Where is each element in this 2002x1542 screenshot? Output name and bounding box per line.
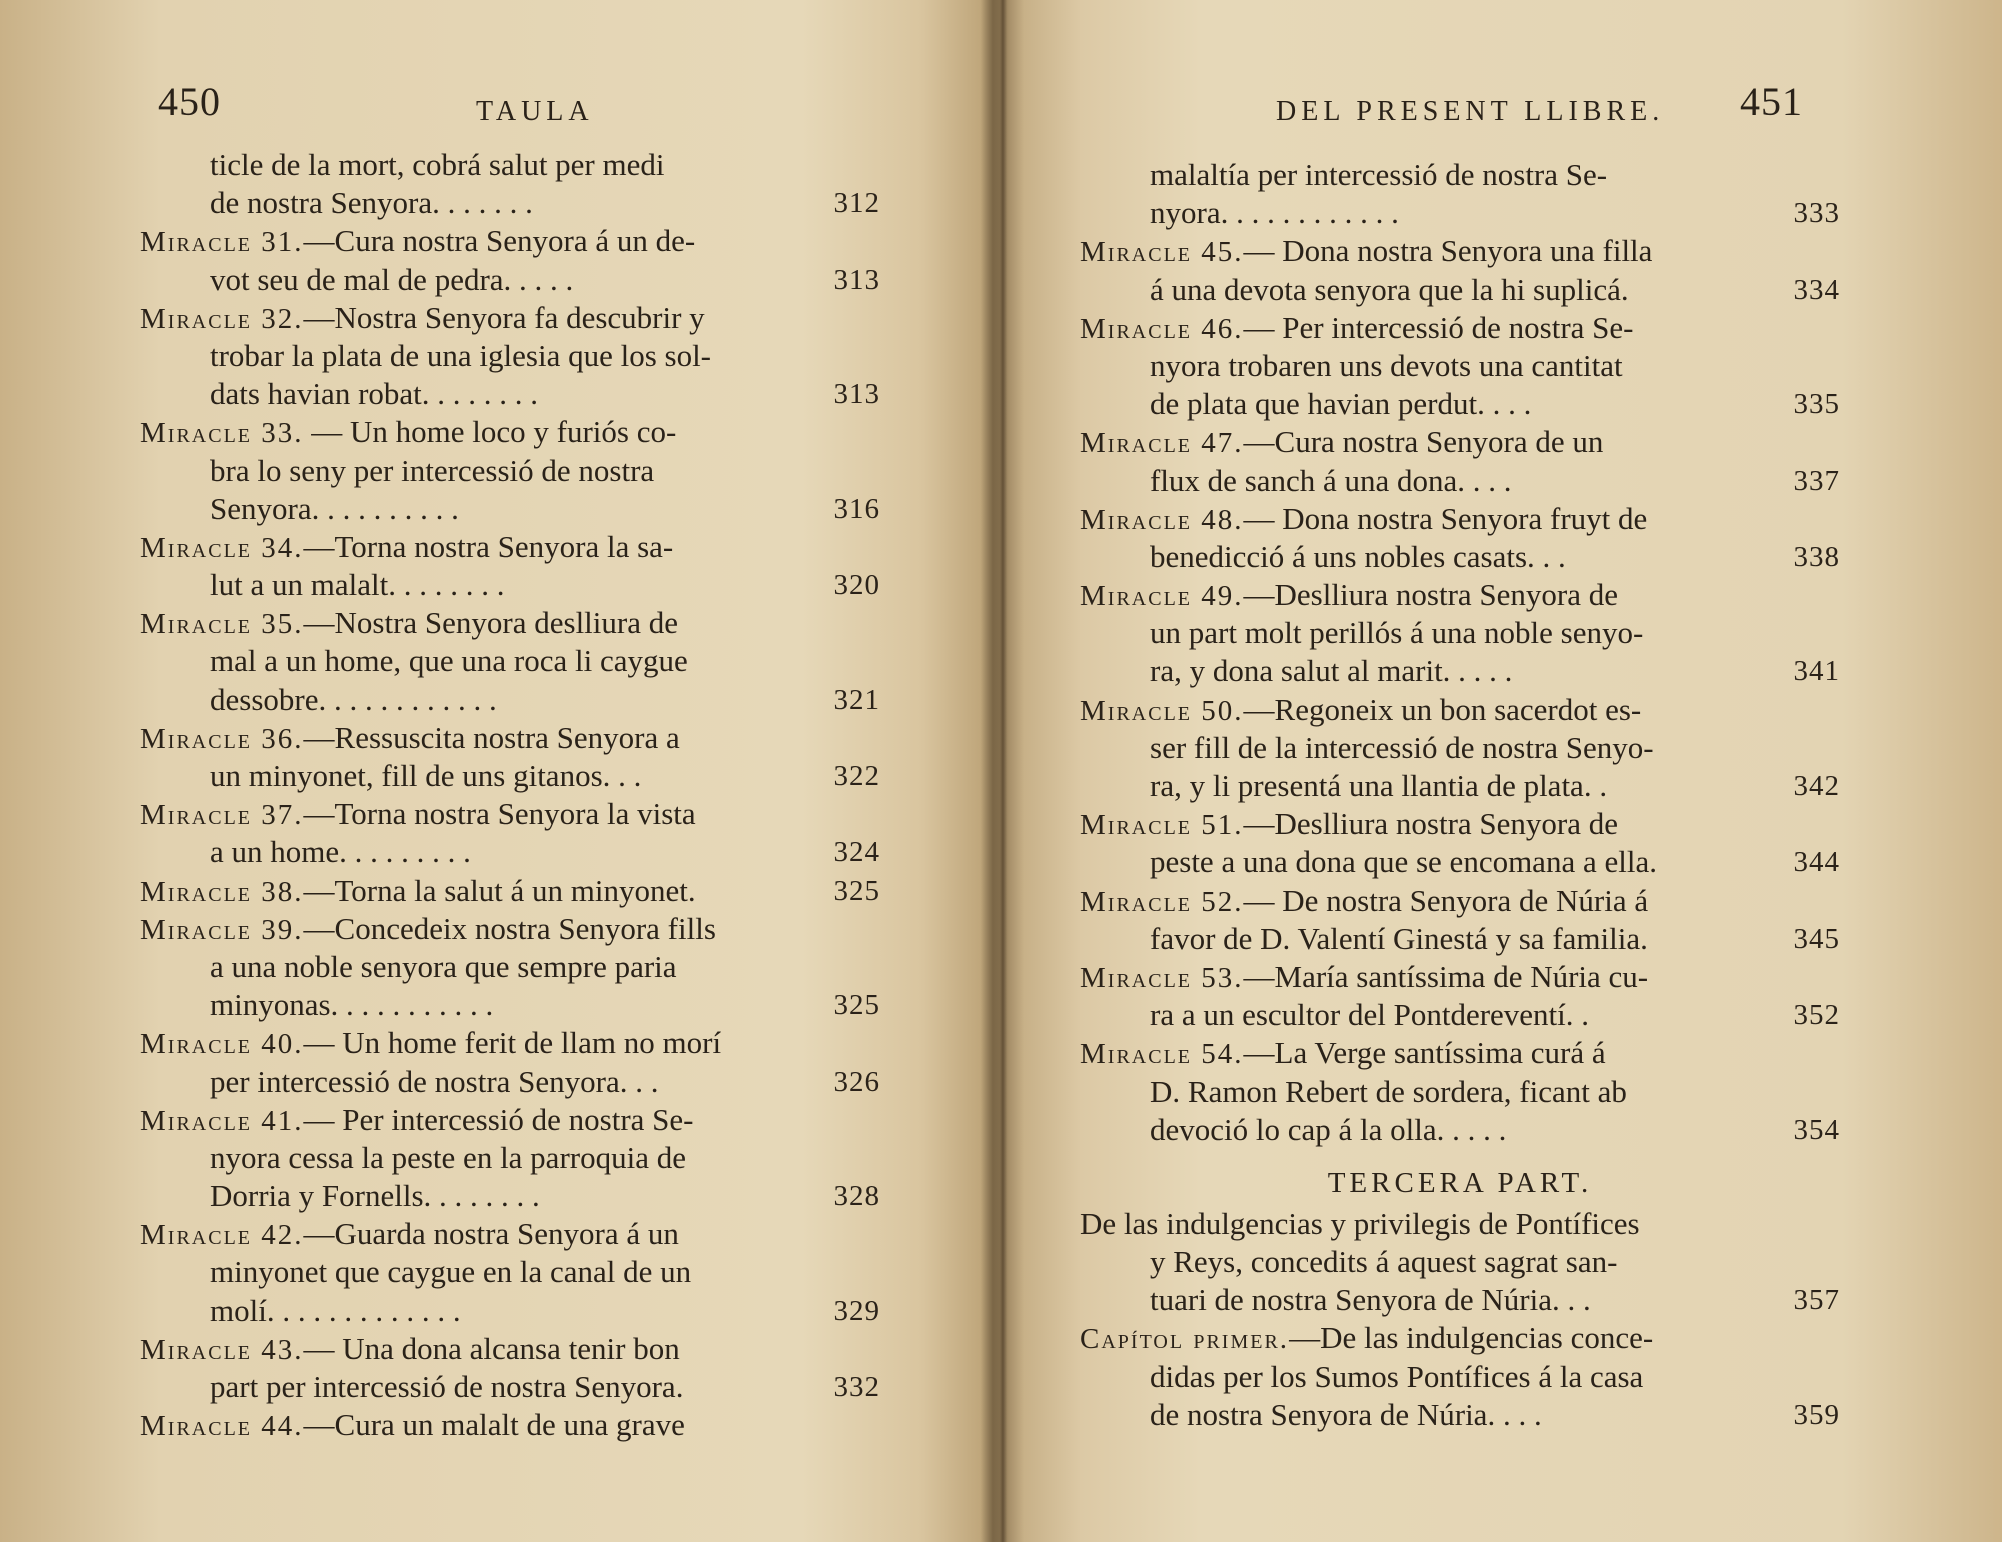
toc-line: [140, 184, 880, 222]
entry-text: de plata que havian perdut. . . .: [1150, 386, 1532, 422]
entry-label: Miracle 50.: [1080, 694, 1244, 727]
entry-label: Capítol primer.: [1080, 1323, 1290, 1356]
entry-text: —Cura nostra Senyora de un: [1243, 424, 1604, 460]
entry-label: Miracle 52.: [1080, 885, 1244, 918]
entry-text: ra, y dona salut al marit. . . . .: [1150, 653, 1513, 689]
entry-page-number: 312: [833, 187, 880, 220]
toc-line: [1080, 1034, 1840, 1072]
toc-line: [1080, 309, 1840, 347]
entry-page-number: 326: [833, 1065, 880, 1098]
entry-text: vot seu de mal de pedra. . . . .: [210, 261, 574, 297]
toc-line: [1080, 920, 1840, 958]
entry-page-number: 338: [1793, 540, 1840, 573]
entry-text: — Un home ferit de llam no morí: [303, 1025, 722, 1061]
entry-text: de nostra Senyora. . . . . . .: [210, 185, 533, 221]
toc-line: [1080, 652, 1840, 690]
entry-text: — Una dona alcansa tenir bon: [303, 1330, 680, 1366]
toc-line: [140, 146, 880, 184]
entry-text: nyora trobaren uns devots una cantitat: [1150, 347, 1623, 383]
entry-label: Miracle 40.: [140, 1028, 304, 1061]
entry-text: Dorria y Fornells. . . . . . . .: [210, 1178, 540, 1214]
entry-label: Miracle 51.: [1080, 809, 1244, 842]
entry-text: per intercessió de nostra Senyora. . .: [210, 1063, 659, 1099]
running-head: TAULA: [476, 96, 594, 127]
toc-line: [140, 681, 880, 719]
entry-text: dessobre. . . . . . . . . . . .: [210, 681, 497, 717]
entry-label: Miracle 53.: [1080, 961, 1244, 994]
entry-text: D. Ramon Rebert de sordera, ficant ab: [1150, 1073, 1627, 1109]
toc-line: [1080, 156, 1840, 194]
entry-text: —Deslliura nostra Senyora de: [1243, 806, 1618, 842]
toc-line: [140, 948, 880, 986]
entry-text: molí. . . . . . . . . . . . .: [210, 1292, 461, 1328]
entry-page-number: 329: [833, 1294, 880, 1327]
entry-label: Miracle 41.: [140, 1104, 304, 1137]
entry-page-number: 316: [833, 492, 880, 525]
toc-line: [1080, 1243, 1840, 1281]
toc-line: [1080, 805, 1840, 843]
entry-text: de nostra Senyora de Núria. . . .: [1150, 1396, 1542, 1432]
entry-label: Miracle 48.: [1080, 503, 1244, 536]
entry-label: Miracle 46.: [1080, 312, 1244, 345]
entry-text: —Regoneix un bon sacerdot es-: [1243, 691, 1642, 727]
toc-line: [140, 795, 880, 833]
entry-text: —Torna nostra Senyora la vista: [303, 796, 696, 832]
entry-text: — Un home loco y furiós co-: [303, 414, 677, 450]
left-page: [0, 0, 980, 1542]
toc-line: [140, 1177, 880, 1215]
entry-text: peste a una dona que se encomana a ella.: [1150, 844, 1657, 880]
entry-text: —Cura nostra Senyora á un de-: [303, 223, 696, 259]
entry-text: tuari de nostra Senyora de Núria. . .: [1150, 1282, 1591, 1318]
toc-line: [140, 413, 880, 451]
entry-text: ra, y li presentá una llantia de plata. .: [1150, 768, 1608, 803]
entry-label: Miracle 33.: [140, 417, 304, 450]
toc-line: [140, 719, 880, 757]
entry-text: ra a un escultor del Pontdereventí. .: [1150, 997, 1590, 1033]
toc-line: [140, 452, 880, 490]
entry-text: minyonas. . . . . . . . . . .: [210, 987, 494, 1023]
entry-text: un part molt perillós á una noble senyo-: [1150, 615, 1644, 651]
toc-line: [1080, 958, 1840, 996]
toc-line: [1080, 232, 1840, 270]
entry-text: didas per los Sumos Pontífices á la casa: [1150, 1358, 1644, 1394]
entry-text: nyora cessa la peste en la parroquia de: [210, 1139, 686, 1175]
toc-line: [140, 1330, 880, 1368]
entry-label: Miracle 32.: [140, 302, 304, 335]
toc-line: [140, 528, 880, 566]
entry-text: De las indulgencias y privilegis de Pontífices: [1080, 1205, 1640, 1241]
entry-label: Miracle 35.: [140, 608, 304, 641]
toc-line: [140, 833, 880, 871]
entry-page-number: 345: [1793, 922, 1840, 955]
entry-page-number: 337: [1793, 464, 1840, 497]
entry-page-number: 357: [1793, 1284, 1840, 1317]
toc-line: [140, 757, 880, 795]
entry-page-number: 332: [833, 1371, 880, 1403]
toc-line: [140, 1139, 880, 1177]
entry-page-number: 352: [1793, 999, 1840, 1032]
entry-text: — Per intercessió de nostra Se-: [1243, 309, 1634, 345]
table-of-contents: [1080, 156, 1840, 1434]
page-number: 451: [1740, 79, 1803, 124]
entry-label: Miracle 42.: [140, 1219, 304, 1252]
entry-page-number: 334: [1793, 273, 1840, 306]
entry-text: —Guarda nostra Senyora á un: [303, 1216, 679, 1252]
entry-text: a una noble senyora que sempre paria: [210, 948, 677, 984]
entry-text: —La Verge santíssima curá á: [1243, 1035, 1606, 1071]
entry-page-number: 354: [1793, 1113, 1840, 1146]
toc-line: [1080, 843, 1840, 881]
entry-text: —María santíssima de Núria cu-: [1243, 958, 1649, 994]
entry-text: —Deslliura nostra Senyora de: [1243, 577, 1618, 613]
toc-line: [140, 566, 880, 604]
entry-text: —Ressuscita nostra Senyora a: [303, 719, 680, 755]
toc-line: [1080, 691, 1840, 729]
toc-line: [1080, 500, 1840, 538]
toc-line: [140, 222, 880, 260]
toc-line: [140, 375, 880, 413]
toc-line: [1080, 1358, 1840, 1396]
entry-text: nyora. . . . . . . . . . . .: [1150, 195, 1399, 231]
page-number: 450: [158, 79, 221, 124]
entry-text: minyonet que caygue en la canal de un: [210, 1254, 692, 1290]
entry-label: Miracle 37.: [140, 799, 304, 832]
entry-text: — Dona nostra Senyora una filla: [1243, 233, 1653, 269]
toc-line: [1080, 882, 1840, 920]
entry-text: —Torna nostra Senyora la sa-: [303, 528, 674, 564]
entry-page-number: 324: [833, 836, 880, 869]
entry-text: a un home. . . . . . . . .: [210, 834, 471, 870]
entry-text: flux de sanch á una dona. . . .: [1150, 462, 1512, 498]
entry-label: Miracle 45.: [1080, 236, 1244, 269]
entry-label: Miracle 44.: [140, 1410, 304, 1443]
entry-page-number: 328: [833, 1180, 880, 1213]
entry-text: —Torna la salut á un minyonet.: [303, 872, 696, 908]
entry-text: lut a un malalt. . . . . . . .: [210, 567, 505, 603]
entry-text: —Cura un malalt de una grave: [303, 1407, 685, 1443]
toc-line: [1080, 538, 1840, 576]
entry-page-number: 320: [833, 569, 880, 602]
entry-text: part per intercessió de nostra Senyora.: [210, 1369, 684, 1404]
toc-line: [140, 1253, 880, 1291]
entry-text: —De las indulgencias conce-: [1289, 1320, 1654, 1356]
entry-page-number: 313: [833, 378, 880, 411]
entry-text: bra lo seny per intercessió de nostra: [210, 452, 655, 488]
entry-label: Miracle 54.: [1080, 1038, 1244, 1071]
toc-line: [1080, 462, 1840, 500]
entry-text: á una devota senyora que la hi suplicá.: [1150, 271, 1629, 307]
toc-line: [1080, 1281, 1840, 1319]
toc-line: [140, 1368, 880, 1406]
entry-text: dats havian robat. . . . . . . .: [210, 376, 539, 412]
entry-label: Miracle 39.: [140, 913, 304, 946]
toc-line: [1080, 767, 1840, 805]
toc-line: [1080, 1319, 1840, 1357]
entry-text: malaltía per intercessió de nostra Se-: [1150, 157, 1608, 192]
table-of-contents: [140, 146, 880, 1444]
toc-line: [1080, 347, 1840, 385]
book-gutter: [980, 0, 1024, 1542]
entry-text: — Per intercessió de nostra Se-: [303, 1101, 694, 1137]
toc-line: [140, 604, 880, 642]
entry-page-number: 341: [1793, 655, 1840, 688]
entry-label: Miracle 47.: [1080, 427, 1244, 460]
toc-line: [140, 1024, 880, 1062]
entry-page-number: 313: [833, 263, 880, 296]
toc-line: [140, 872, 880, 910]
toc-line: [1080, 729, 1840, 767]
entry-label: Miracle 43.: [140, 1333, 304, 1366]
toc-line: [140, 299, 880, 337]
entry-text: y Reys, concedits á aquest sagrat san-: [1150, 1244, 1618, 1280]
toc-line: [140, 1101, 880, 1139]
entry-page-number: 335: [1793, 388, 1840, 421]
entry-text: mal a un home, que una roca li caygue: [210, 643, 688, 679]
entry-text: ser fill de la intercessió de nostra Senyo-: [1150, 729, 1654, 765]
entry-page-number: 325: [833, 989, 880, 1022]
right-page: [1024, 0, 2002, 1542]
entry-text: —Concedeix nostra Senyora fills: [303, 910, 716, 946]
entry-text: —Nostra Senyora deslliura de: [303, 605, 678, 641]
toc-line: [1080, 1073, 1840, 1111]
toc-line: [1080, 1396, 1840, 1434]
toc-line: [1080, 385, 1840, 423]
entry-text: — De nostra Senyora de Núria á: [1243, 882, 1649, 918]
entry-page-number: 342: [1793, 770, 1840, 802]
entry-page-number: 321: [833, 683, 880, 716]
section-heading: TERCERA PART.: [1327, 1166, 1593, 1199]
running-head: DEL PRESENT LLIBRE.: [1276, 96, 1665, 127]
entry-page-number: 344: [1793, 846, 1840, 879]
entry-page-number: 333: [1793, 197, 1840, 230]
entry-text: —Nostra Senyora fa descubrir y: [303, 299, 705, 335]
entry-page-number: 359: [1793, 1398, 1840, 1431]
toc-line: [140, 490, 880, 528]
entry-label: Miracle 49.: [1080, 580, 1244, 613]
entry-page-number: 322: [833, 760, 880, 792]
entry-text: — Dona nostra Senyora fruyt de: [1243, 500, 1648, 536]
entry-text: ticle de la mort, cobrá salut per medi: [210, 147, 665, 182]
toc-line: [140, 261, 880, 299]
entry-text: Senyora. . . . . . . . . .: [210, 490, 459, 526]
toc-line: [1080, 1205, 1840, 1243]
toc-line: [1080, 423, 1840, 461]
entry-label: Miracle 36.: [140, 722, 304, 755]
toc-line: [140, 986, 880, 1024]
toc-line: [140, 1063, 880, 1101]
entry-text: favor de D. Valentí Ginestá y sa familia.: [1150, 920, 1648, 956]
entry-page-number: 325: [833, 874, 880, 907]
toc-line: [140, 910, 880, 948]
toc-line: [140, 1292, 880, 1330]
toc-line: [1080, 194, 1840, 232]
toc-line: [140, 1406, 880, 1444]
entry-label: Miracle 34.: [140, 531, 304, 564]
entry-text: un minyonet, fill de uns gitanos. . .: [210, 758, 642, 793]
toc-line: [1080, 614, 1840, 652]
toc-line: [1080, 576, 1840, 614]
entry-text: benedicció á uns nobles casats. . .: [1150, 538, 1566, 574]
toc-line: [1080, 996, 1840, 1034]
toc-line: [140, 642, 880, 680]
entry-label: Miracle 38.: [140, 875, 304, 908]
toc-line: [1080, 1111, 1840, 1149]
entry-text: trobar la plata de una iglesia que los sol-: [210, 337, 712, 373]
entry-text: devoció lo cap á la olla. . . . .: [1150, 1111, 1507, 1147]
toc-line: [140, 1215, 880, 1253]
toc-line: [1080, 271, 1840, 309]
toc-line: [140, 337, 880, 375]
entry-label: Miracle 31.: [140, 226, 304, 259]
